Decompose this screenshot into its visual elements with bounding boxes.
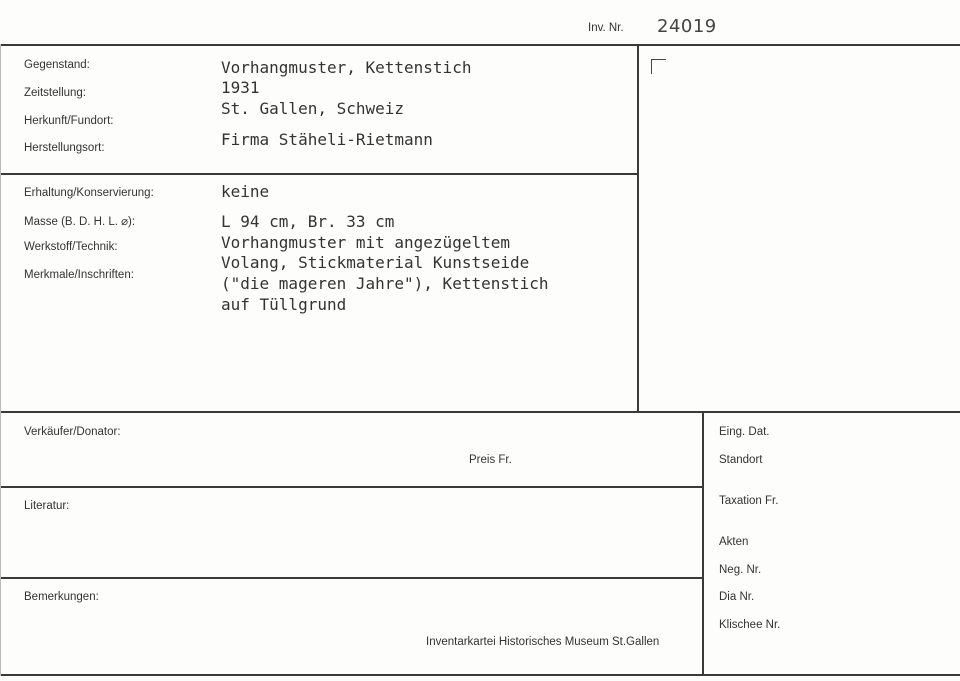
label-eing-dat: Eing. Dat. (719, 426, 770, 438)
section1-rule (0, 173, 637, 175)
label-erhaltung: Erhaltung/Konservierung: (24, 187, 154, 199)
value-masse: L 94 cm, Br. 33 cm (221, 212, 395, 231)
value-werkstoff-line2: Volang, Stickmaterial Kunstseide (221, 253, 530, 272)
label-neg-nr: Neg. Nr. (719, 564, 762, 576)
label-akten: Akten (719, 536, 749, 548)
photo-corner-mark (651, 59, 666, 74)
value-herkunft: St. Gallen, Schweiz (221, 99, 405, 118)
footer-institution: Inventarkartei Historisches Museum St.Gallen (426, 636, 660, 648)
label-literatur: Literatur: (24, 500, 70, 512)
value-herstellungsort: Firma Stäheli-Rietmann (221, 130, 433, 149)
value-werkstoff-line4: auf Tüllgrund (221, 295, 347, 314)
label-bemerkungen: Bemerkungen: (24, 591, 99, 603)
label-klischee-nr: Klischee Nr. (719, 619, 781, 631)
label-dia-nr: Dia Nr. (719, 591, 755, 603)
mid-vertical-divider (637, 44, 639, 411)
top-rule (0, 44, 960, 46)
label-verkaeufer: Verkäufer/Donator: (24, 426, 121, 438)
literatur-rule (0, 577, 702, 579)
left-edge (0, 44, 1, 676)
value-erhaltung: keine (221, 182, 270, 201)
value-zeitstellung: 1931 (221, 78, 260, 97)
label-herkunft: Herkunft/Fundort: (24, 115, 114, 127)
inv-number-value: 24019 (657, 16, 717, 37)
label-zeitstellung: Zeitstellung: (24, 87, 87, 99)
value-werkstoff-line3: ("die mageren Jahre"), Kettenstich (221, 274, 549, 293)
label-gegenstand: Gegenstand: (24, 59, 90, 71)
verkaeufer-rule (0, 486, 702, 488)
label-taxation: Taxation Fr. (719, 495, 779, 507)
label-werkstoff: Werkstoff/Technik: (24, 241, 118, 253)
label-masse: Masse (B. D. H. L. ⌀): (24, 216, 136, 228)
label-merkmale: Merkmale/Inschriften: (24, 269, 134, 281)
label-herstellungsort: Herstellungsort: (24, 142, 105, 154)
inv-number-label: Inv. Nr. (588, 22, 624, 34)
label-standort: Standort (719, 454, 763, 466)
lower-vertical-divider (702, 411, 704, 676)
label-preis: Preis Fr. (469, 454, 512, 466)
value-werkstoff-line1: Vorhangmuster mit angezügeltem (221, 233, 510, 252)
bottom-rule (0, 674, 960, 676)
middle-rule (0, 411, 960, 413)
value-gegenstand: Vorhangmuster, Kettenstich (221, 58, 472, 77)
